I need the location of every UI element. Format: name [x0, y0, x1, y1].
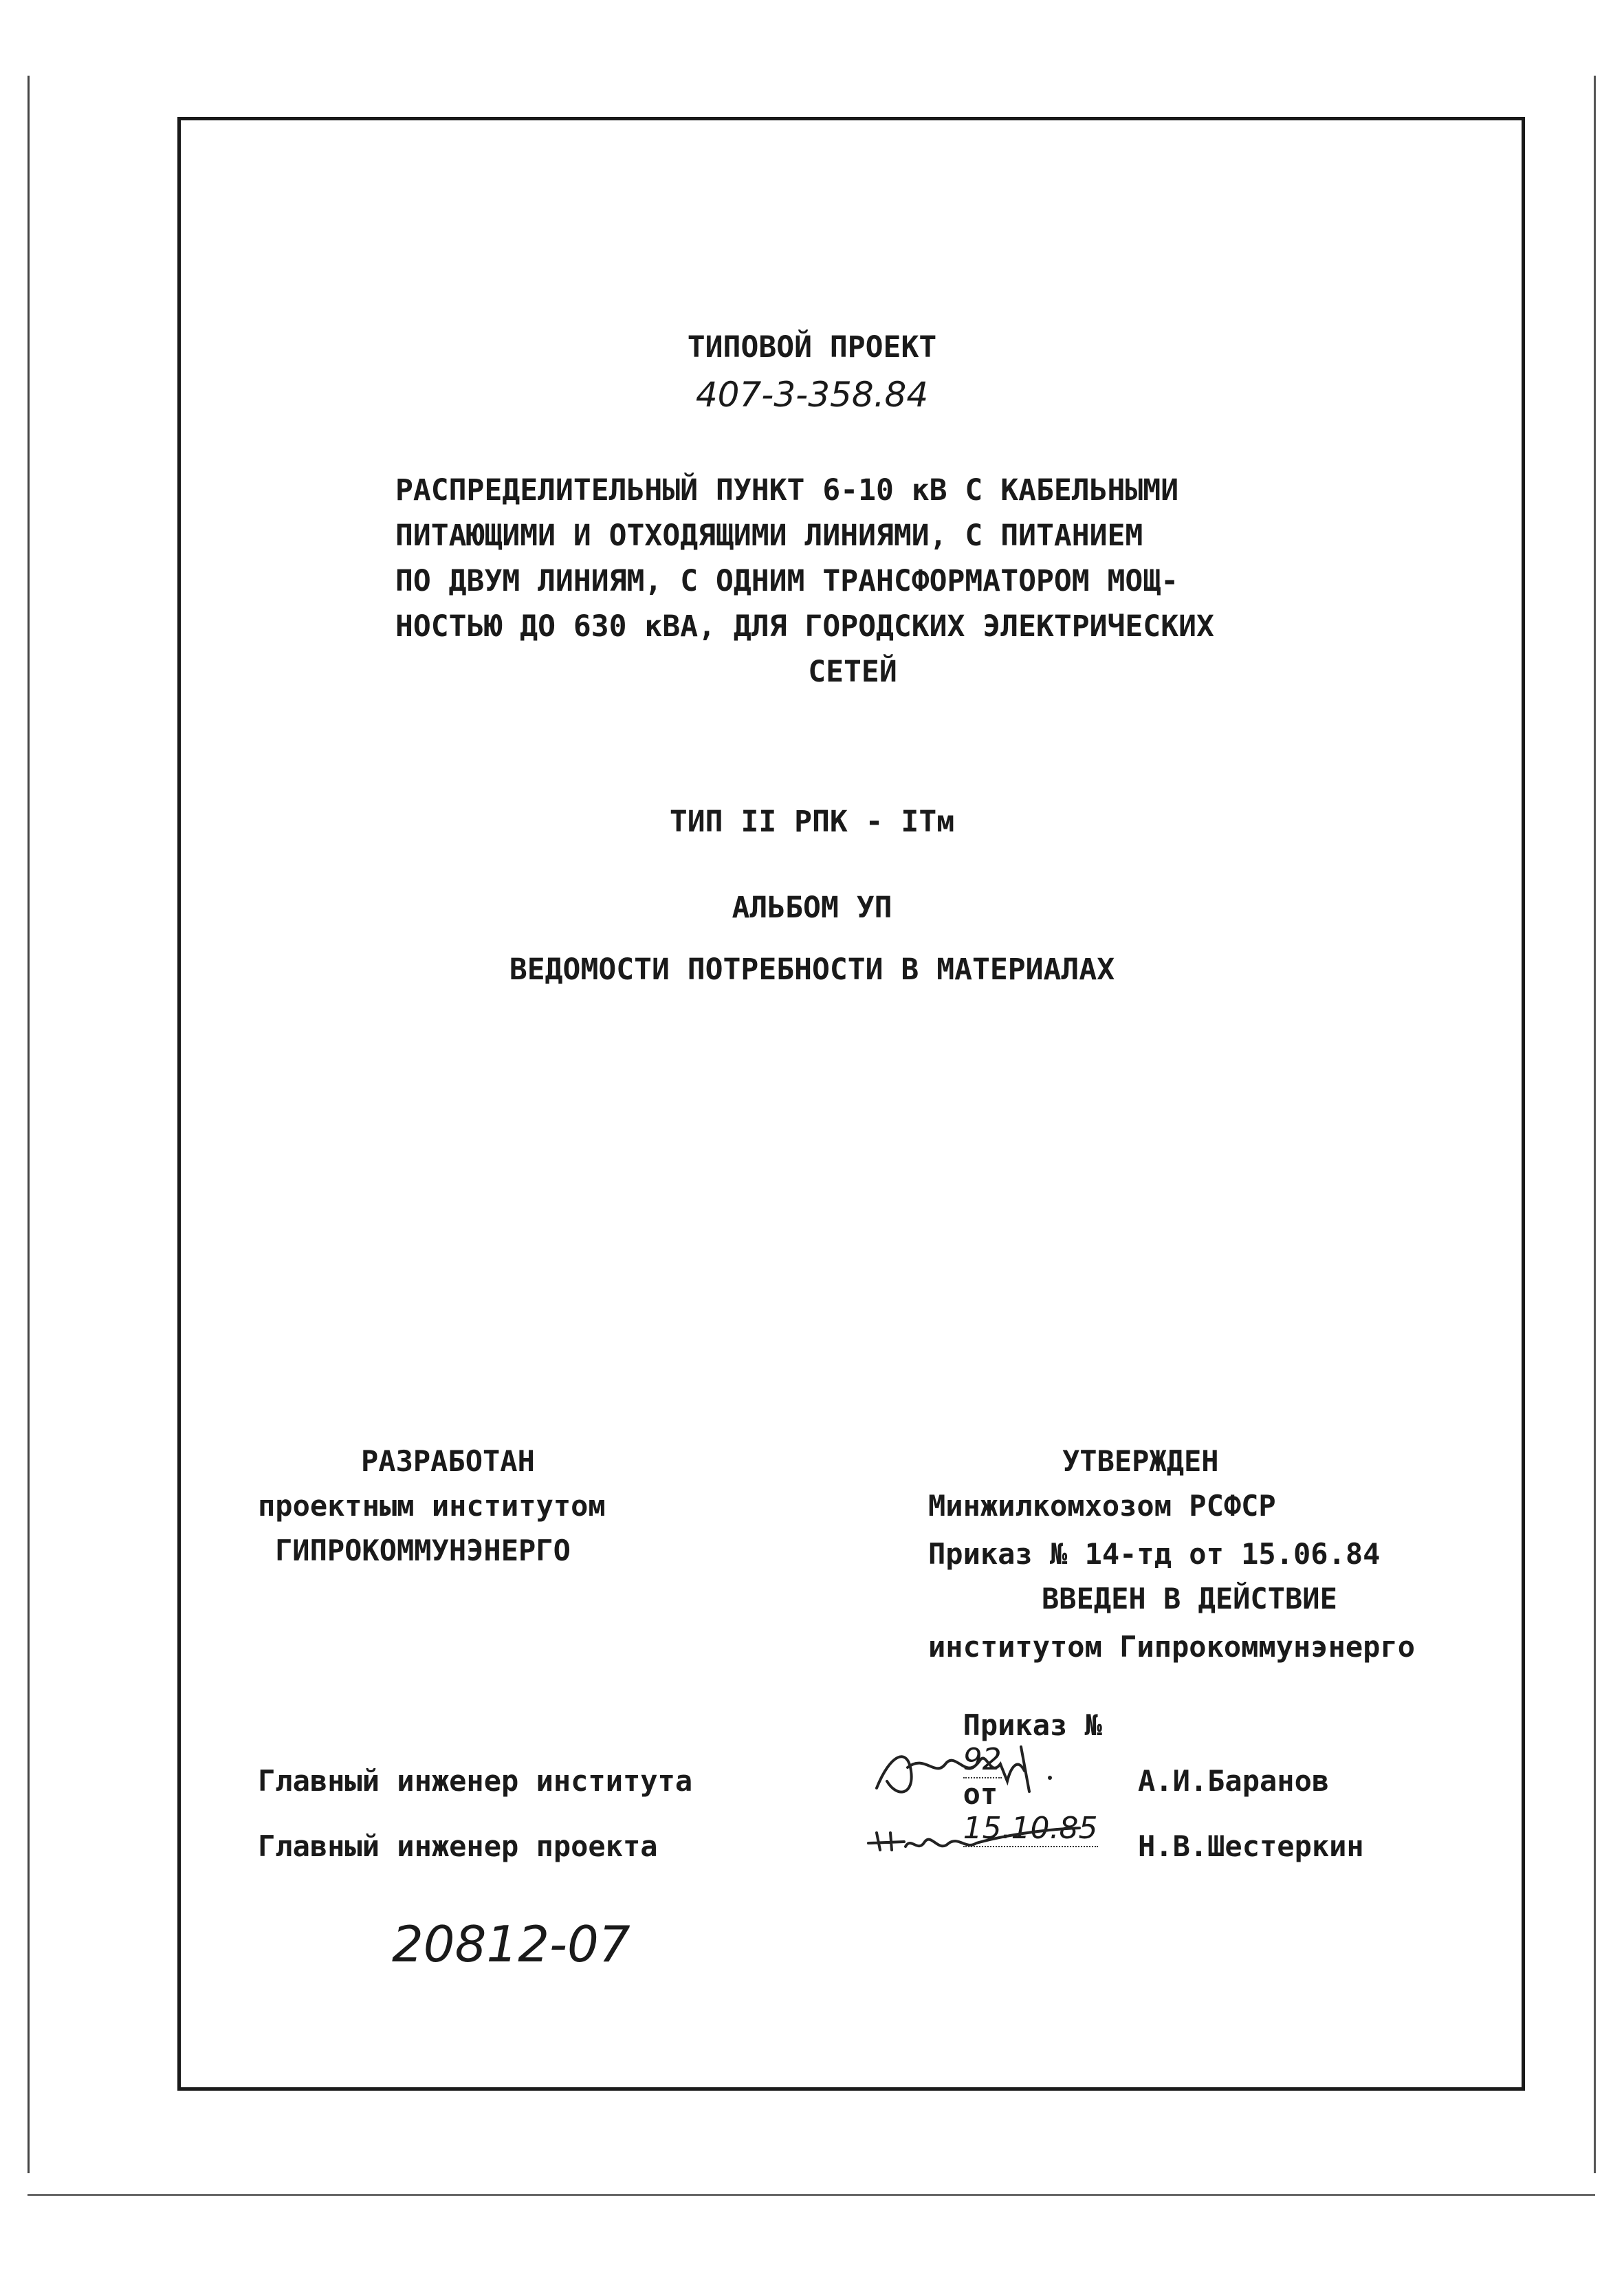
description-line: ПИТАЮЩИМИ И ОТХОДЯЩИМИ ЛИНИЯМИ, С ПИТАНИЕМ: [395, 519, 1143, 553]
signatory-name: А.И.Баранов: [1138, 1764, 1330, 1798]
approved-line2: Приказ № 14-тд от 15.06.84: [928, 1537, 1381, 1571]
order-mid: от: [963, 1777, 998, 1811]
order-date: 15.10.85: [963, 1811, 1098, 1846]
approved-title: УТВЕРЖДЕН: [1062, 1444, 1219, 1478]
description-line: СЕТЕЙ: [808, 655, 897, 689]
approved-line1: Минжилкомхозом РСФСР: [928, 1489, 1276, 1523]
type-line: ТИП II РПК - IТм: [669, 805, 955, 839]
page-bottom-edge: [28, 2194, 1595, 2196]
signature-shesterkin: [863, 1816, 1083, 1864]
project-description: [395, 468, 1310, 695]
signatory-role: Главный инженер института: [258, 1764, 693, 1798]
signatory-name: Н.В.Шестеркин: [1138, 1829, 1364, 1863]
signatory-role: Главный инженер проекта: [258, 1829, 658, 1863]
album-label: АЛЬБОМ УП: [732, 891, 892, 925]
description-line: РАСПРЕДЕЛИТЕЛЬНЫЙ ПУНКТ 6-10 кВ С КАБЕЛЬНЫМИ: [395, 473, 1179, 508]
order-number: 92: [963, 1742, 1002, 1777]
developed-line2: ГИПРОКОММУНЭНЕРГО: [275, 1534, 571, 1567]
album-title: ВЕДОМОСТИ ПОТРЕБНОСТИ В МАТЕРИАЛАХ: [509, 953, 1115, 987]
developed-title: РАЗРАБОТАН: [361, 1444, 535, 1478]
developed-line1: проектным институтом: [258, 1489, 606, 1523]
inventory-number: 20812-07: [392, 1915, 630, 1973]
signature-baranov: [870, 1740, 1076, 1802]
project-number: 407-3-358.84: [695, 375, 929, 415]
approved-line3: ВВЕДЕН В ДЕЙСТВИЕ: [1042, 1582, 1337, 1615]
approved-line4: институтом Гипрокоммунэнерго: [928, 1630, 1416, 1664]
order-prefix: Приказ №: [963, 1708, 1102, 1742]
project-type: ТИПОВОЙ ПРОЕКТ: [687, 330, 937, 364]
description-line: НОСТЬЮ ДО 630 кВА, ДЛЯ ГОРОДСКИХ ЭЛЕКТРИЧЕСКИХ: [395, 609, 1214, 644]
description-line: ПО ДВУМ ЛИНИЯМ, С ОДНИМ ТРАНСФОРМАТОРОМ МОЩ-: [395, 564, 1179, 598]
